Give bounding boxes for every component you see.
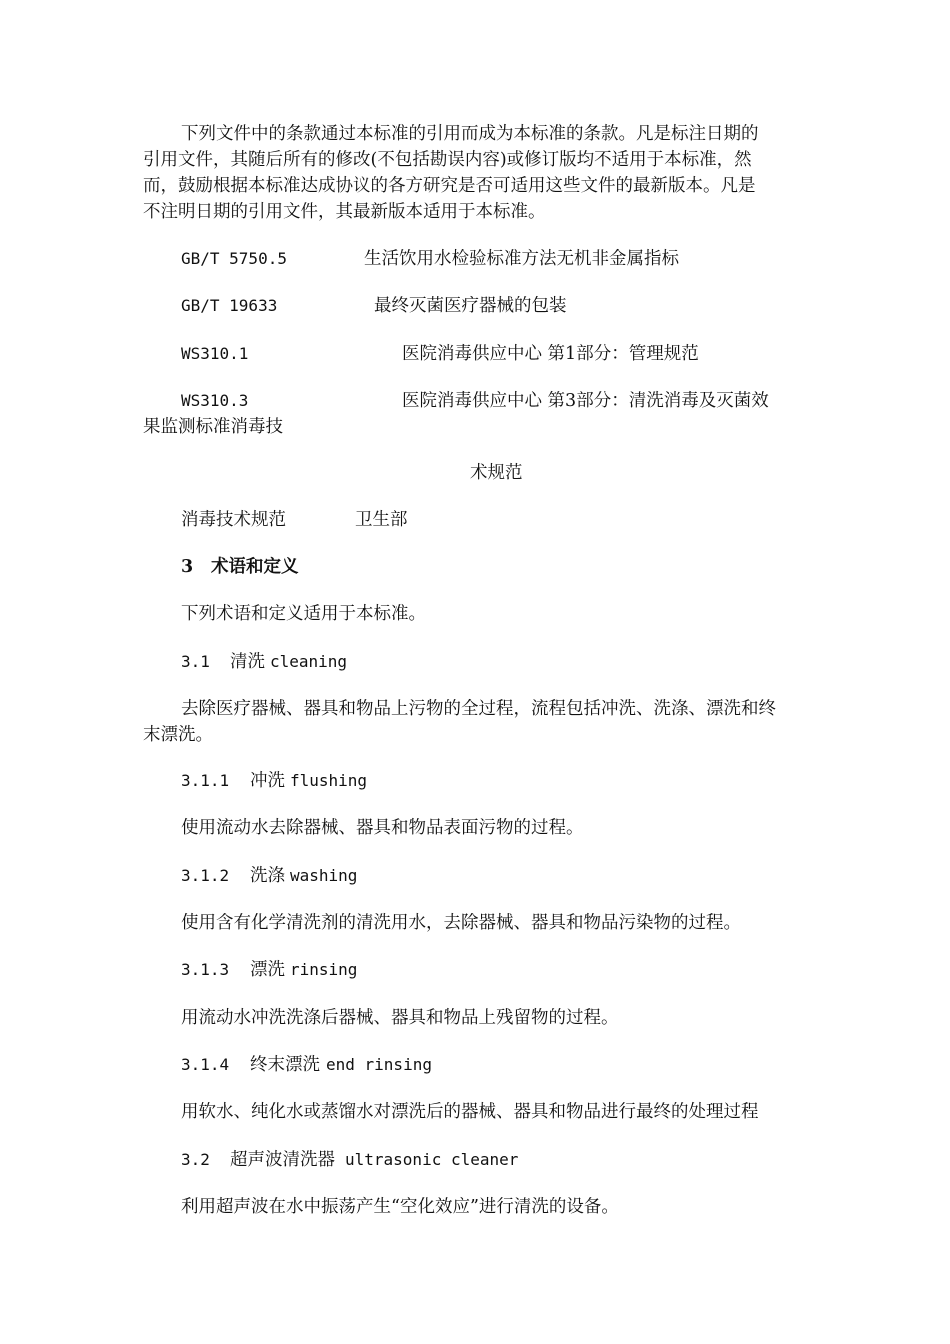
intro-line-2: 引用文件，其随后所有的修改(不包括勘误内容)或修订版均不适用于本标准，然 (143, 150, 752, 170)
term-zh: 冲洗 (250, 771, 285, 791)
term-en: rinsing (290, 960, 358, 979)
intro-line-4: 不注明日期的引用文件，其最新版本适用于本标准。 (143, 202, 546, 222)
term-zh: 终末漂洗 (250, 1055, 320, 1075)
ref-code: GB/T 5750.5 (181, 249, 287, 268)
term-definition: 使用流动水去除器械、器具和物品表面污物的过程。 (181, 818, 584, 838)
term-definition: 利用超声波在水中振荡产生“空化效应”进行清洗的设备。 (181, 1197, 619, 1217)
ref-title: 医院消毒供应中心 第1部分：管理规范 (402, 344, 699, 364)
term-zh: 清洗 (230, 652, 265, 672)
ref-publisher: 卫生部 (355, 510, 408, 530)
ref-code: GB/T 19633 (181, 296, 278, 315)
ref-title-continued: 果监测标准消毒技 (143, 417, 283, 437)
term-en: washing (290, 866, 358, 885)
term-number: 3.2 (181, 1150, 210, 1169)
intro-line-1: 下列文件中的条款通过本标准的引用而成为本标准的条款。凡是标注日期的 (181, 124, 759, 144)
term-number: 3.1 (181, 652, 210, 671)
term-number: 3.1.2 (181, 866, 230, 885)
section-number: 3 (181, 557, 194, 577)
term-number: 3.1.4 (181, 1055, 230, 1074)
term-en: cleaning (270, 652, 348, 671)
term-zh: 洗涤 (250, 866, 285, 886)
term-en: flushing (290, 771, 368, 790)
ref-code: WS310.1 (181, 344, 249, 363)
ref-code: WS310.3 (181, 391, 249, 410)
ref-title: 医院消毒供应中心 第3部分：清洗消毒及灭菌效 (402, 391, 769, 411)
ref-title: 生活饮用水检验标准方法无机非金属指标 (364, 249, 679, 269)
term-definition: 用流动水冲洗洗涤后器械、器具和物品上残留物的过程。 (181, 1008, 619, 1028)
section-heading: 术语和定义 (211, 557, 299, 577)
term-number: 3.1.1 (181, 771, 230, 790)
term-definition: 末漂洗。 (143, 725, 213, 745)
term-zh: 超声波清洗器 (230, 1150, 335, 1170)
term-definition: 去除医疗器械、器具和物品上污物的全过程，流程包括冲洗、洗涤、漂洗和终 (181, 699, 776, 719)
section-intro: 下列术语和定义适用于本标准。 (181, 604, 426, 624)
term-definition: 使用含有化学清洗剂的清洗用水，去除器械、器具和物品污染物的过程。 (181, 913, 741, 933)
ref-title: 最终灭菌医疗器械的包装 (374, 296, 567, 316)
term-en: ultrasonic cleaner (345, 1150, 519, 1169)
intro-line-3: 而，鼓励根据本标准达成协议的各方研究是否可适用这些文件的最新版本。凡是 (143, 176, 756, 196)
term-en: end rinsing (326, 1055, 432, 1074)
term-number: 3.1.3 (181, 960, 230, 979)
term-zh: 漂洗 (250, 960, 285, 980)
term-definition: 用软水、纯化水或蒸馏水对漂洗后的器械、器具和物品进行最终的处理过程 (181, 1102, 759, 1122)
ref-title-continued: 术规范 (470, 463, 523, 483)
ref-code: 消毒技术规范 (181, 510, 286, 530)
